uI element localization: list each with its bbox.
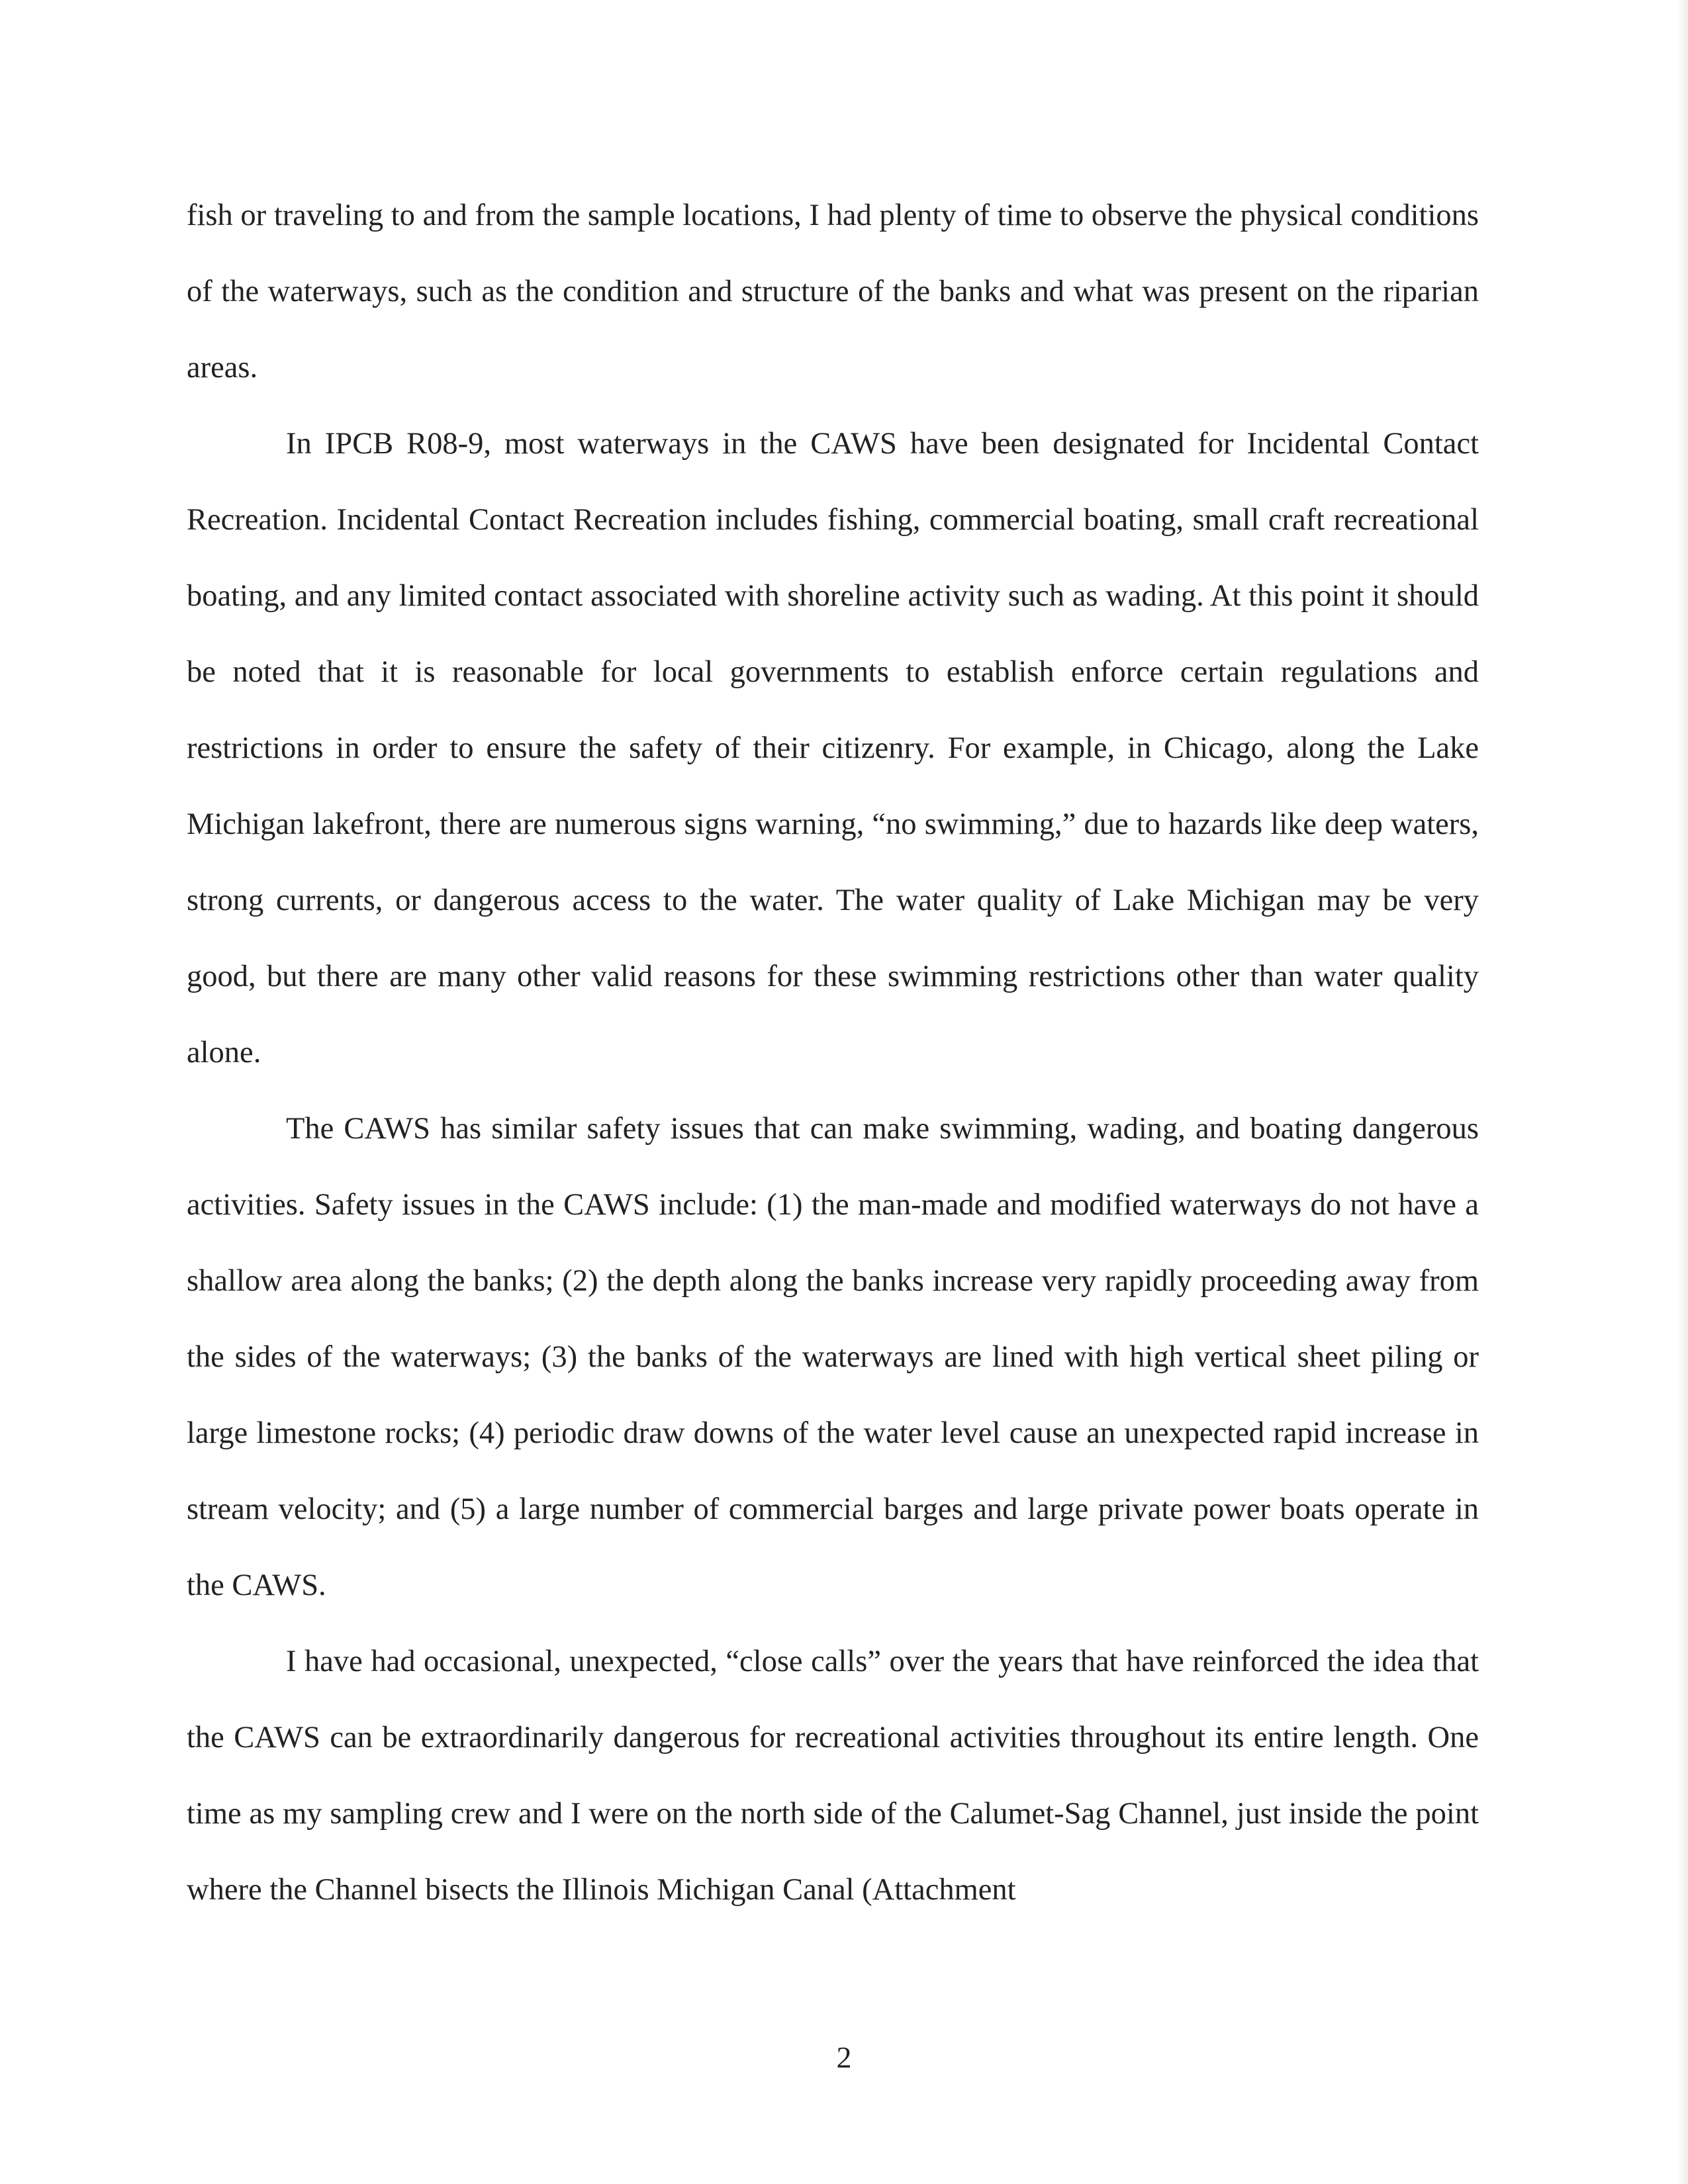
page-number: 2 — [836, 2040, 852, 2074]
paragraph-continuation: fish or traveling to and from the sample locations, I had plenty of time to observe the physical conditions of the waterways, such as the condition and structure of the banks and what was present on the riparian areas. — [187, 199, 1479, 385]
body-text — [187, 177, 1479, 1928]
paragraph-incidental-contact-recreation: In IPCB R08-9, most waterways in the CAWS have been designated for Incidental Contact Recreation. Incidental Contact Recreation includes fishing, commercial boating, small craft recreational boating, and any limited contact associated with shoreline activity such as wading. At this point it should be noted that it is reasonable for local governments to establish enforce certain regulations and restrictions in order to ensure the safety of their citizenry. For example, in Chicago, along the Lake Michigan lakefront, there are numerous signs warning, “no swimming,” due to hazards like deep waters, strong currents, or dangerous access to the water. The water quality of Lake Michigan may be very good, but there are many other valid reasons for these swimming restrictions other than water quality alone. — [187, 427, 1479, 1069]
paragraph-close-calls: I have had occasional, unexpected, “close calls” over the years that have reinforced the idea that the CAWS can be extraordinarily dangerous for recreational activities throughout its entire length. One time as my sampling crew and I were on the north side of the Calumet-Sag Channel, just inside the point where the Channel bisects the Illinois Michigan Canal (Attachment — [187, 1645, 1479, 1907]
paragraph-caws-safety-issues: The CAWS has similar safety issues that can make swimming, wading, and boating dangerous activities. Safety issues in the CAWS include: (1) the man-made and modified waterways do not have a shallow area along the banks; (2) the depth along the banks increase very rapidly proceeding away from the sides of the waterways; (3) the banks of the waterways are lined with high vertical sheet piling or large limestone rocks; (4) periodic draw downs of the water level cause an unexpected rapid increase in stream velocity; and (5) a large number of commercial barges and large private power boats operate in the CAWS. — [187, 1112, 1479, 1602]
page-edge-shadow — [1677, 0, 1688, 2184]
